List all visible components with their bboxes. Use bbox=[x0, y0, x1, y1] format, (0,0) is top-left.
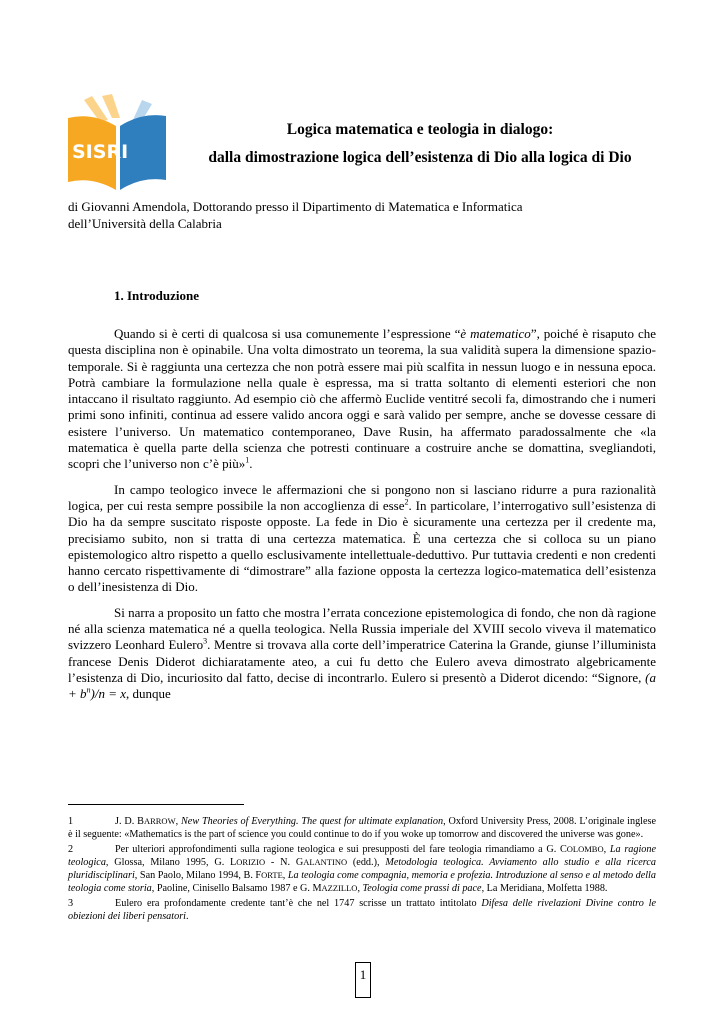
footnote-2: 2 Per ulteriori approfondimenti sulla ragione teologica e sui presupposti del fare teologia rimandiamo a G. COLOMBO, La ragione teologica, Glossa, Milano 1995, G. LORIZIO - N. GALANTINO (edd.), Metodologia teologica. Avviamento allo studio e alla ricerca pluridisciplinari, San Paolo, Milano 1994, B. FORTE, La teologia come compagnia, memoria e profezia. Introduzione al senso e al metodo della teologia come storia, Paoline, Cinisello Balsamo 1987 e G. MAZZILLO, Teologia come prassi di pace, La Meridiana, Molfetta 1988. bbox=[68, 843, 657, 895]
author-line-1: di Giovanni Amendola, Dottorando presso il Dipartimento di Matematica e Informatica bbox=[68, 199, 523, 214]
paragraph-2: In campo teologico invece le affermazioni che si pongono non si lasciano ridurre a pura razionalità logica, per cui resta sempre possibile la non accoglienza di esse$^2$. In particolare, l’interrogativo sull’esistenza di Dio ha da sempre suscitato risposte opposte. La fede in Dio è sicuramente una certezza per il credente ma, precisiamo subito, non si tratta di una certezza matematica. È una certezza che si colloca su un piano epistemologico altro rispetto a quello esclusivamente intellettuale-deduttivo. Pur tuttavia credenti e non credenti hanno cercato rispettivamente di “dimostrare” alla fazione opposta la certezza logico-matematica dell’esistenza o dell’inesistenza di Dio. bbox=[68, 481, 657, 595]
formula: $(a + b^n)/n = x$ bbox=[68, 669, 656, 702]
footnote-separator bbox=[68, 804, 244, 805]
page-number: 1 bbox=[355, 962, 371, 998]
author-affiliation bbox=[68, 198, 668, 232]
title-line-1: Logica matematica e teologia in dialogo: bbox=[286, 121, 554, 138]
footnote-1: 1 J. D. BARROW, New Theories of Everything. The quest for ultimate explanation, Oxford University Press, 2008. L’originale inglese è il seguente: «Mathematics is the part of science you could continue to do if you woke up tomorrow and discovered the universe was gone». bbox=[68, 816, 657, 841]
footnote-ref-3[interactable]: 3 bbox=[203, 637, 208, 647]
author-line-2: dell’Università della Calabria bbox=[68, 216, 222, 231]
title-line-2: dalla dimostrazione logica dell’esistenza di Dio alla logica di Dio bbox=[208, 149, 632, 166]
footnote-ref-1[interactable]: 1 bbox=[245, 456, 250, 466]
paragraph-1: Quando si è certi di qualcosa si usa comunemente l’espressione “è matematico”, poiché è risaputo che questa disciplina non è opinabile. Una volta dimostrato un teorema, la sua validità supera la dimensione spazio-temporale. Si è raggiunta una certezza che non potrà essere mai più scalfita in nessun luogo e in nessuna epoca. Potrà cambiare la formulazione nella quale è espressa, ma si tratta soltanto di elementi esteriori che non intaccano il risultato raggiunto. Ad esempio ciò che affermò Euclide ventitré secoli fa, dimostrando che i numeri primi sono infiniti, continua ad essere valido ancora oggi e sarà valido per sempre, anche se dovesse cessare di esistere l’universo. Un matematico contemporaneo, Dave Rusin, ha affermato paradossalmente che «la matematica è quella parte della scienza che potresti continuare a costruire anche se domattina, svegliandoti, scopri che l’universo non c’è più»$^1$. bbox=[68, 326, 657, 472]
section-heading: 1. Introduzione bbox=[114, 288, 199, 303]
footnote-3: 3 Eulero era profondamente credente tant’è che nel 1747 scrisse un trattato intitolato Difesa delle rivelazioni Divine contro le obiezioni dei liberi pensatori. bbox=[68, 897, 657, 923]
sisri-logo bbox=[62, 92, 172, 197]
body-text bbox=[68, 326, 656, 712]
emphasis: è matematico bbox=[460, 326, 531, 341]
footnotes bbox=[68, 815, 656, 924]
footnote-ref-2[interactable]: 2 bbox=[404, 497, 409, 507]
logo-swoosh-2 bbox=[102, 94, 120, 118]
paragraph-3: Si narra a proposito un fatto che mostra l’errata concezione epistemologica di fondo, che non dà ragione né alla scienza matematica né a quella teologica. Nella Russia imperiale del XVIII secolo viveva il matematico svizzero Leonhard Eulero$^3$. Mentre si trovava alla corte dell’imperatrice Caterina la Grande, giunse l’illuminista francese Denis Diderot dichiaratamente ateo, a cui fu detto che Eulero aveva dimostrato algebricamente l’esistenza di Dio, incuriosito dal fatto, decise di incontrarlo. Eulero si presentò a Diderot dicendo: “Signore, $(a + b^n)/n = x$, dunque bbox=[68, 604, 656, 702]
logo-text: SISRI bbox=[72, 141, 129, 163]
